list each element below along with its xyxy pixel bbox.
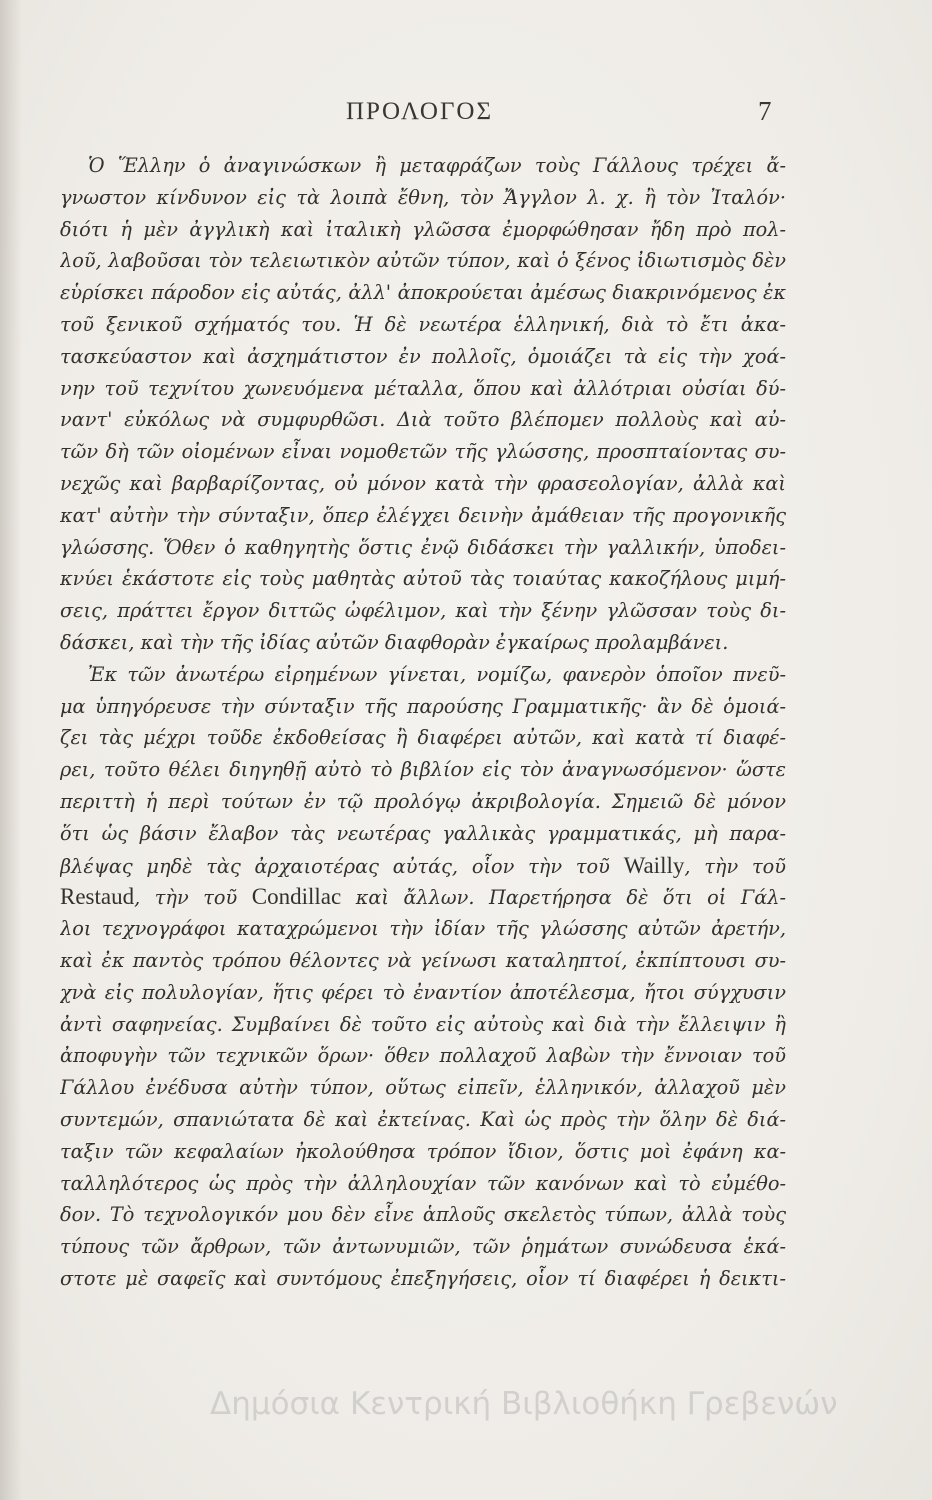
text-line: ρει, τοῦτο θέλει διηγηθῇ αὐτὸ τὸ βιβλίον εἰς τὸν ἀναγνωσόμενον· ὥστε [60,758,786,782]
text-line: ταλληλότερος ὡς πρὸς τὴν ἀλληλουχίαν τῶν κανόνων καὶ τὸ εὐμέθο- [60,1171,786,1195]
binding-shadow [0,0,22,1500]
running-title: ΠΡΟΛΟΓΟΣ [346,98,494,125]
library-watermark: Δημόσια Κεντρική Βιβλιοθήκη Γρεβενών [210,1386,838,1422]
text-line: τύπους τῶν ἄρθρων, τῶν ἀντωνυμιῶν, τῶν ῥημάτων συνώδευσα ἑκά- [60,1235,786,1259]
text-line: Ἐκ τῶν ἀνωτέρω εἰρημένων γίνεται, νομίζω, φανερὸν ὁποῖον πνεῦ- [88,662,786,686]
running-head [0,98,932,138]
text-line: τοῦ ξενικοῦ σχήματός του. Ἡ δὲ νεωτέρα ἑλληνική, διὰ τὸ ἔτι ἀκα- [60,312,786,336]
text-line: ζει τὰς μέχρι τοῦδε ἐκδοθείσας ἢ διαφέρει αὐτῶν, καὶ κατὰ τί διαφέ- [60,726,786,750]
text-line: στοτε μὲ σαφεῖς καὶ συντόμους ἐπεξηγήσεις, οἷον τί διαφέρει ἡ δεικτι- [60,1266,786,1290]
author-name-condillac: Condillac [251,884,342,910]
text-line: σεις, πράττει ἔργον διττῶς ὠφέλιμον, καὶ τὴν ξένην γλῶσσαν τοὺς δι- [60,599,786,623]
text-line: συντεμών, σπανιώτατα δὲ καὶ ἐκτείνας. Καὶ ὡς πρὸς τὴν ὅλην δὲ διά- [60,1107,786,1131]
text-line: νεχῶς καὶ βαρβαρίζοντας, οὐ μόνον κατὰ τὴν φρασεολογίαν, ἀλλὰ καὶ [60,471,786,495]
text-line: γνωστον κίνδυνον εἰς τὰ λοιπὰ ἔθνη, τὸν Ἄγγλον λ. χ. ἢ τὸν Ἰταλόν· [60,185,786,209]
page-number: 7 [758,96,772,126]
text-line: λοῦ, λαβοῦσαι τὸν τελειωτικὸν αὐτῶν τύπον, καὶ ὁ ξένος ἰδιωτισμὸς δὲν [60,249,786,273]
text-line: Ὁ Ἕλλην ὁ ἀναγινώσκων ἢ μεταφράζων τοὺς Γάλλους τρέχει ἄ- [88,154,786,177]
body-text [60,150,786,1295]
text-line: μα ὑπηγόρευσε τὴν σύνταξιν τῆς παρούσης Γραμματικῆς· ἂν δὲ ὁμοιά- [60,694,786,718]
text-line: κατ' αὐτὴν τὴν σύνταξιν, ὅπερ ἐλέγχει δεινὴν ἀμάθειαν τῆς προγονικῆς [60,503,786,527]
text-line: κνύει ἑκάστοτε εἰς τοὺς μαθητὰς αὐτοῦ τὰς τοιαύτας κακοζήλους μιμή- [60,567,786,591]
text-line: δον. Τὸ τεχνολογικόν μου δὲν εἶνε ἁπλοῦς σκελετὸς τύπων, ἀλλὰ τοὺς [60,1203,786,1227]
author-name-restaud: Restaud [60,884,135,910]
text-line: ἀντὶ σαφηνείας. Συμβαίνει δὲ τοῦτο εἰς αὐτοὺς καὶ διὰ τὴν ἔλλειψιν ἢ [60,1012,786,1036]
text-line: χνὰ εἰς πολυλογίαν, ἥτις φέρει τὸ ἐναντίον ἀποτέλεσμα, ἤτοι σύγχυσιν [60,980,786,1004]
text-line: εὑρίσκει πάροδον εἰς αὐτάς, ἀλλ' ἀποκρούεται ἀμέσως διακρινόμενος ἐκ [60,281,786,305]
text-segment: βλέψας μηδὲ τὰς ἀρχαιοτέρας αὐτάς, οἷον τὴν τοῦ [60,854,624,878]
text-line: νην τοῦ τεχνίτου χωνευόμενα μέταλλα, ὅπου καὶ ἀλλότριαι οὐσίαι δύ- [60,376,786,400]
text-line: Γάλλου ἐνέδυσα αὐτὴν τύπον, οὕτως εἰπεῖν, ἑλληνικόν, ἀλλαχοῦ μὲν [60,1076,786,1100]
text-line: περιττὴ ἡ περὶ τούτων ἐν τῷ προλόγῳ ἀκριβολογία. Σημειῶ δὲ μόνον [60,789,786,813]
text-line-restaud [60,881,786,913]
text-segment: , τὴν τοῦ [684,854,786,878]
text-line: ἀποφυγὴν τῶν τεχνικῶν ὅρων· ὅθεν πολλαχοῦ λαβὼν τὴν ἔννοιαν τοῦ [60,1044,786,1068]
text-line: ναντ' εὐκόλως νὰ συμφυρθῶσι. Διὰ τοῦτο βλέπομεν πολλοὺς καὶ αὐ- [60,408,786,432]
text-line: ὅτι ὡς βάσιν ἔλαβον τὰς νεωτέρας γαλλικὰς γραμματικάς, μὴ παρα- [60,821,786,845]
text-line: τῶν δὴ τῶν οἰομένων εἶναι νομοθετῶν τῆς γλώσσης, προσπταίοντας συ- [60,440,786,464]
text-line: τασκεύαστον καὶ ἀσχημάτιστον ἐν πολλοῖς, ὁμοιάζει τὰ εἰς τὴν χοά- [60,344,786,368]
text-segment: καὶ ἄλλων. Παρετήρησα δὲ ὅτι οἱ Γάλ- [341,886,786,910]
paragraph-last-line: δάσκει, καὶ τὴν τῆς ἰδίας αὐτῶν διαφθορὰν ἐγκαίρως προλαμβάνει. [60,630,729,654]
text-segment: , τὴν τοῦ [134,886,252,910]
text-line: λοι τεχνογράφοι καταχρώμενοι τὴν ἰδίαν τῆς γλώσσης αὐτῶν ἀρετήν, [60,917,786,941]
text-line: ταξιν τῶν κεφαλαίων ἠκολούθησα τρόπον ἴδιον, ὅστις μοὶ ἐφάνη κα- [60,1139,786,1163]
text-line: διότι ἡ μὲν ἀγγλικὴ καὶ ἰταλικὴ γλῶσσα ἐμορφώθησαν ἤδη πρὸ πολ- [60,217,786,241]
text-line-wailly [60,850,786,882]
text-line: καὶ ἐκ παντὸς τρόπου θέλοντες νὰ γείνωσι καταληπτοί, ἐκπίπτουσι συ- [60,948,786,972]
author-name-wailly: Wailly [623,852,685,878]
text-line: γλώσσης. Ὅθεν ὁ καθηγητὴς ὅστις ἐνῷ διδάσκει τὴν γαλλικήν, ὑποδει- [60,535,786,559]
